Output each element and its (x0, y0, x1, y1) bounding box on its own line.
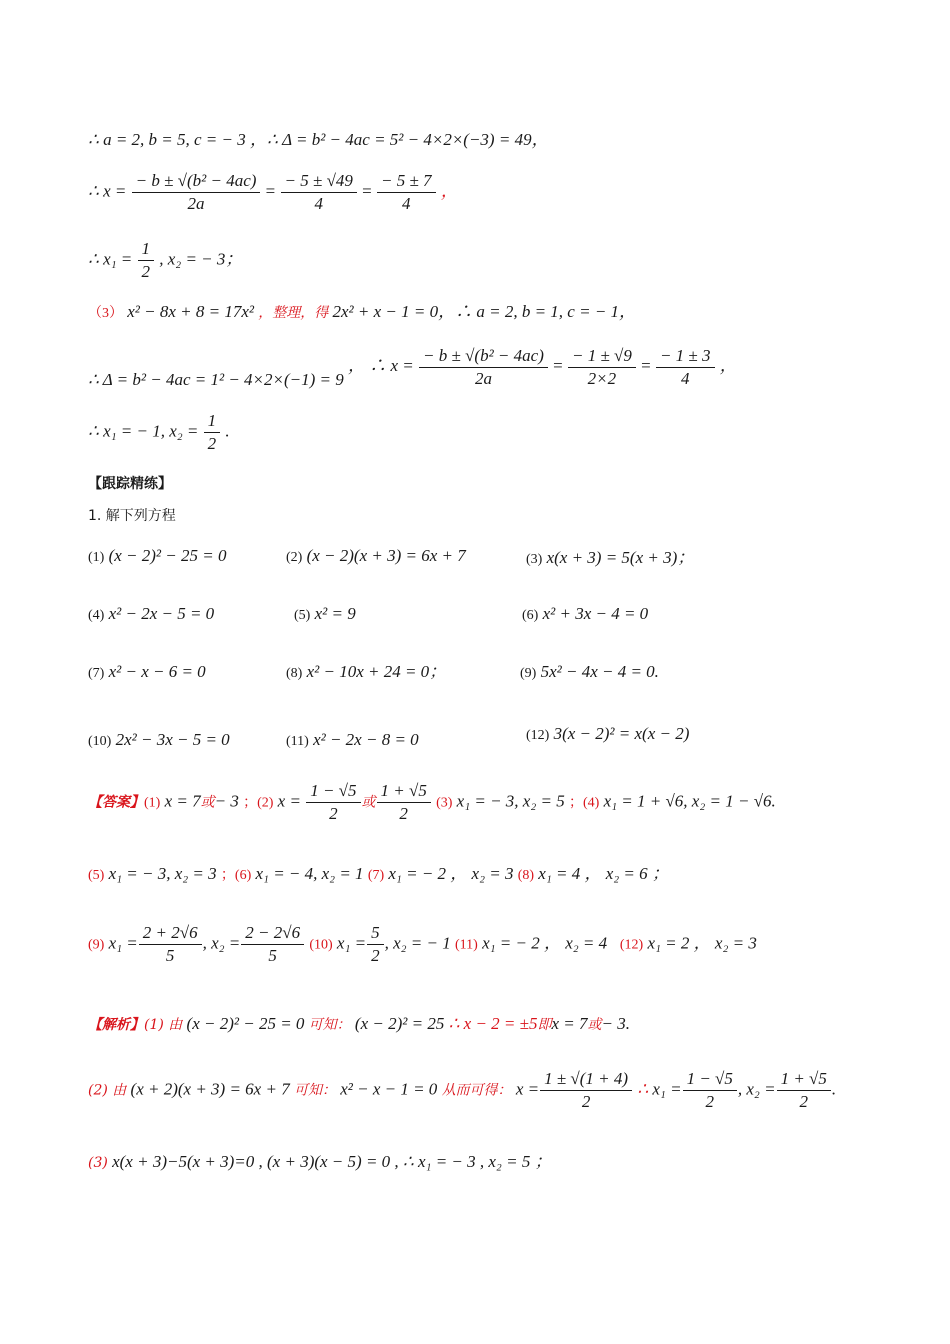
problem-11: (11) x² − 2x − 8 = 0 (286, 730, 419, 749)
simplified-fraction: $\frac{- 5 \pm 7}{4}$ (377, 170, 436, 215)
problem-6: (6) x² + 3x − 4 = 0 (522, 604, 649, 623)
solution-line-5: ∴ Δ = b² − 4ac = 1² − 4×2×(−1) = 9 ， ∴ x = $\frac{\text{− b ± √(b² − 4ac)}}{2a}$ = $\frac{- 1 \pm √9}{2\times 2}$ = $\frac{- 1 \pm 3}{4}$ ， (88, 345, 737, 389)
answer-tag: 【答案】 (88, 794, 144, 811)
section-title: 【跟踪精练】 (88, 476, 172, 492)
problem-2: (2) (x − 2)(x + 3) = 6x + 7 (286, 546, 466, 565)
analysis-row-3: (3) x(x + 3)−5(x + 3)=0 , (x + 3)(x − 5) = 0 , ∴ x₁ = − 3 , x₂ = 5 ； (88, 1152, 552, 1171)
problem-3: (3) x(x + 3) = 5(x + 3)； (526, 548, 695, 567)
answer-row-3: (9) x₁ = $\frac{2 + 2√6}{5}$ , x₂ = $\frac{2 - 2√6}{5}$ (10) x₁ = $\frac{5}{2}$ , x₂ = − 1 (11) x₁ = − 2 ， x₂ = 4 (12) x₁ = 2 ， x₂ = 3 (88, 923, 757, 965)
rearrange-text: ，整理，得 (258, 305, 329, 321)
solution-line-1: ∴ a = 2, b = 5, c = − 3 ，∴ Δ = b² − 4ac = 5² − 4×2×(−3) = 49， (88, 130, 549, 149)
answer-6: x₁ = − 4, x₂ = 1 (255, 864, 364, 883)
answer-4: x₁ = 1 + √6, x₂ = 1 − √6. (603, 791, 776, 811)
quadratic-formula-fraction-2: $\frac{\text{− b ± √(b² − 4ac)}}{2a}$ (419, 345, 548, 390)
discriminant-eq: ∴ Δ = b² − 4ac = 1² − 4×2×(−1) = 9 (88, 370, 344, 389)
quadratic-formula-fraction: $\frac{\text{− b ± √(b² − 4ac)}}{2a}$ (132, 170, 261, 215)
answer-12: x₁ = 2 ， x₂ = 3 (647, 933, 757, 953)
answer-8: x₁ = 4 ， x₂ = 6 ； (538, 864, 669, 883)
substituted-fraction-2: $\frac{- 1 \pm √9}{2\times 2}$ (568, 345, 636, 390)
analysis-row-2: (2) 由 (x + 2)(x + 3) = 6x + 7 可知： x² − x − 1 = 0 从而可得： x = $\frac{1 \pm √(1 + 4)}{2}$ ∴ x₁ = $\frac{1 - √5}{2}$ , x₂ = $\frac{1 + √5}{2}$ . (88, 1069, 837, 1111)
answer-10-root: $\frac{5}{2}$ (367, 922, 384, 967)
answer-1: x = 7 (164, 791, 201, 811)
line-6-prefix: ∴ x₁ = − 1, x₂ = (88, 421, 199, 441)
answer-2-root-2: $\frac{1 + √5}{2}$ (377, 780, 431, 825)
problem-8: (8) x² − 10x + 24 = 0； (286, 662, 447, 681)
solution-line-4 (88, 302, 636, 324)
answer-9-root-1: $\frac{2 + 2√6}{5}$ (139, 922, 202, 967)
answer-2-root-1: $\frac{1 - √5}{2}$ (306, 780, 360, 825)
part-3-equation: x² − 8x + 8 = 17x² (127, 302, 254, 321)
problem-1: (1) (x − 2)² − 25 = 0 (88, 546, 227, 565)
part-3-standard-form: 2x² + x − 1 = 0，∴ a = 2, b = 1, c = − 1， (332, 302, 637, 321)
analysis-formula-fraction: $\frac{1 \pm √(1 + 4)}{2}$ (540, 1068, 632, 1113)
answer-row-1: 【答案】(1) x = 7或− 3 ；(2) x = $\frac{1 - √5}{2}$ 或 $\frac{1 + √5}{2}$ (3) x₁ = − 3, x₂ = 5 ；(4) x₁ = 1 + √6, x₂ = 1 − √6. (88, 781, 776, 823)
analysis-tag: 【解析】 (88, 1017, 144, 1033)
problem-4: (4) x² − 2x − 5 = 0 (88, 604, 215, 623)
line-3-prefix: ∴ x₁ = (88, 249, 133, 269)
answer-11: x₁ = − 2 ， x₂ = 4 (482, 933, 608, 953)
line-3-suffix: , x₂ = − 3； (159, 249, 243, 269)
problem-12: (12) 3(x − 2)² = x(x − 2) (526, 724, 690, 743)
analysis-root-2: $\frac{1 + √5}{2}$ (777, 1068, 831, 1113)
answer-9-root-2: $\frac{2 - 2√6}{5}$ (241, 922, 304, 967)
part-3-label: （3） (88, 306, 123, 321)
analysis-root-1: $\frac{1 - √5}{2}$ (683, 1068, 737, 1113)
answer-row-2: (5) x₁ = − 3, x₂ = 3 ；(6) x₁ = − 4, x₂ = 1 (7) x₁ = − 2 ， x₂ = 3 (8) x₁ = 4 ， x₂ = 6 ； (88, 864, 669, 883)
line-2-prefix: ∴ x = (88, 181, 127, 201)
root-fraction-2: $\frac{1}{2}$ (204, 410, 221, 455)
problem-5: (5) x² = 9 (294, 604, 356, 623)
solution-line-2: ∴ x = $\frac{\text{− b ± √(b² − 4ac)}}{2a}$ = $\frac{- 5 \pm √49}{4}$ = $\frac{- 5 \pm 7}{4}$ ， (88, 171, 458, 213)
problem-9: (9) 5x² − 4x − 4 = 0. (520, 662, 659, 681)
problem-10: (10) 2x² − 3x − 5 = 0 (88, 730, 230, 749)
root-fraction: $\frac{1}{2}$ (138, 238, 155, 283)
problem-intro: 1. 解下列方程 (88, 508, 176, 524)
analysis-row-1: 【解析】(1) 由 (x − 2)² − 25 = 0 可知： (x − 2)² = 25 ∴ x − 2 = ±5即x = 7或− 3. (88, 1014, 630, 1033)
line-5-mid: ， ∴ x = (348, 355, 414, 375)
solution-line-6: ∴ x₁ = − 1, x₂ = $\frac{1}{2}$ . (88, 411, 230, 453)
solution-line-3 (88, 238, 242, 283)
answer-5: x₁ = − 3, x₂ = 3 (108, 864, 217, 883)
simplified-fraction-2: $\frac{- 1 \pm 3}{4}$ (656, 345, 715, 390)
substituted-fraction: $\frac{- 5 \pm √49}{4}$ (281, 170, 357, 215)
answer-7: x₁ = − 2 ， x₂ = 3 (388, 864, 514, 883)
problem-7: (7) x² − x − 6 = 0 (88, 662, 206, 681)
answer-3: x₁ = − 3, x₂ = 5 (456, 791, 565, 811)
